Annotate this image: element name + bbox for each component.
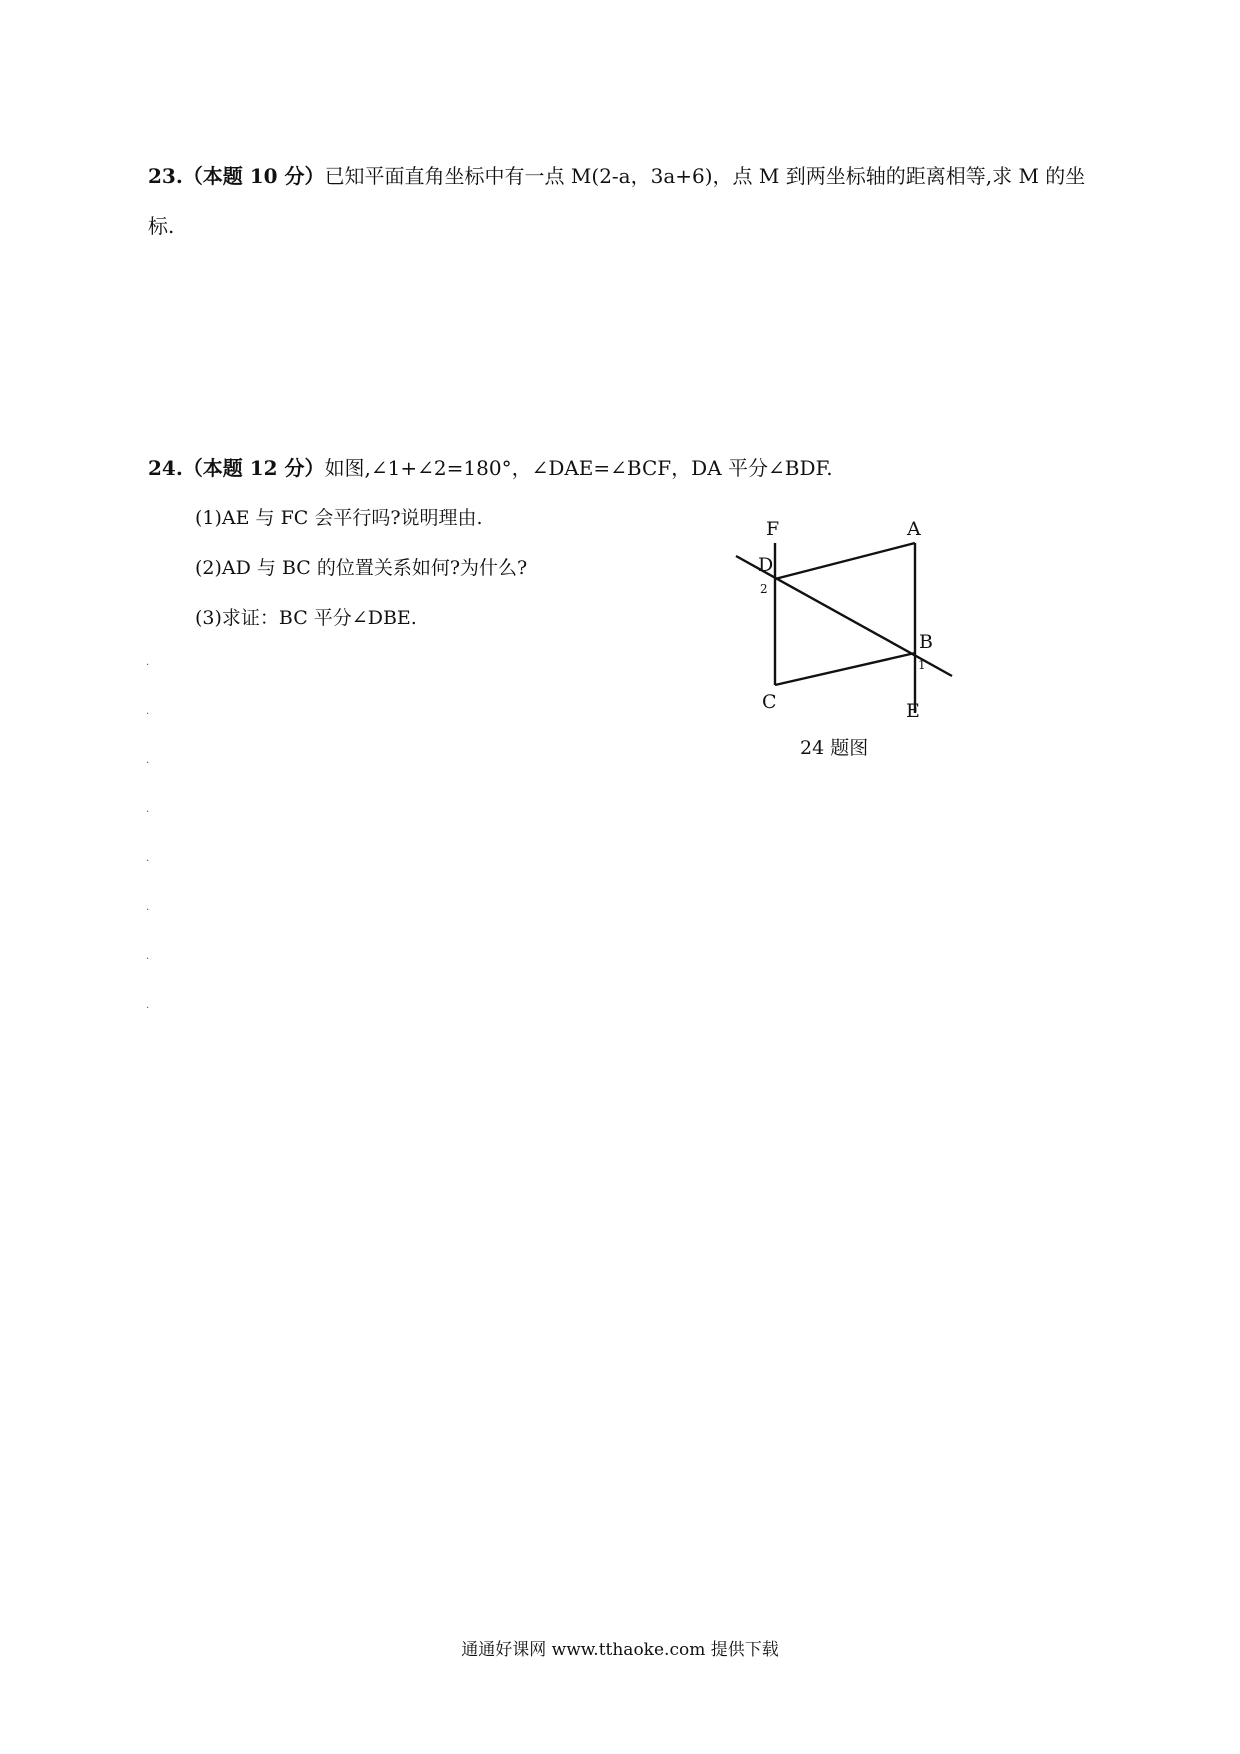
answer-dot: ·: [146, 954, 150, 965]
label-angle-2: 2: [760, 582, 768, 596]
answer-dot: ·: [146, 758, 150, 769]
answer-dot: ·: [146, 905, 150, 916]
answer-dot: ·: [146, 807, 150, 818]
answer-dot: ·: [146, 856, 150, 867]
answer-dot: ·: [146, 709, 150, 720]
line-DA: [775, 543, 915, 579]
label-C: C: [762, 691, 777, 713]
label-F: F: [766, 518, 780, 540]
q24-sub3: (3)求证：BC 平分∠DBE.: [195, 607, 417, 629]
line-CB: [775, 653, 915, 685]
q24-score: （本题 12 分）: [182, 456, 325, 480]
q23-score: （本题 10 分）: [182, 164, 325, 188]
q24-number: 24.: [148, 456, 183, 480]
q24-sub2: (2)AD 与 BC 的位置关系如何?为什么?: [195, 557, 528, 579]
label-A: A: [907, 518, 921, 540]
label-B: B: [919, 631, 933, 653]
q23-text-line1: 已知平面直角坐标中有一点 M(2-a，3a+6)，点 M 到两坐标轴的距离相等,求 M 的坐: [324, 164, 1086, 188]
label-angle-1: 1: [918, 658, 926, 672]
q24-sub1: (1)AE 与 FC 会平行吗?说明理由.: [195, 507, 483, 529]
q23-line1: [148, 160, 1085, 189]
q24-line1: [148, 452, 833, 481]
label-E: E: [906, 700, 920, 722]
q23-text-line2: 标.: [148, 214, 175, 238]
figure-caption: 24 题图: [800, 737, 869, 759]
q23-number: 23.: [148, 164, 183, 188]
label-D: D: [758, 554, 774, 576]
q24-text: 如图,∠1+∠2=180°，∠DAE=∠BCF，DA 平分∠BDF.: [324, 456, 833, 480]
q24-figure: [720, 505, 980, 765]
q23-line2: [148, 210, 174, 239]
answer-dot: ·: [146, 1003, 150, 1014]
answer-dot: ·: [146, 660, 150, 671]
page-footer: 通通好课网 www.tthaoke.com 提供下载: [461, 1640, 779, 1660]
